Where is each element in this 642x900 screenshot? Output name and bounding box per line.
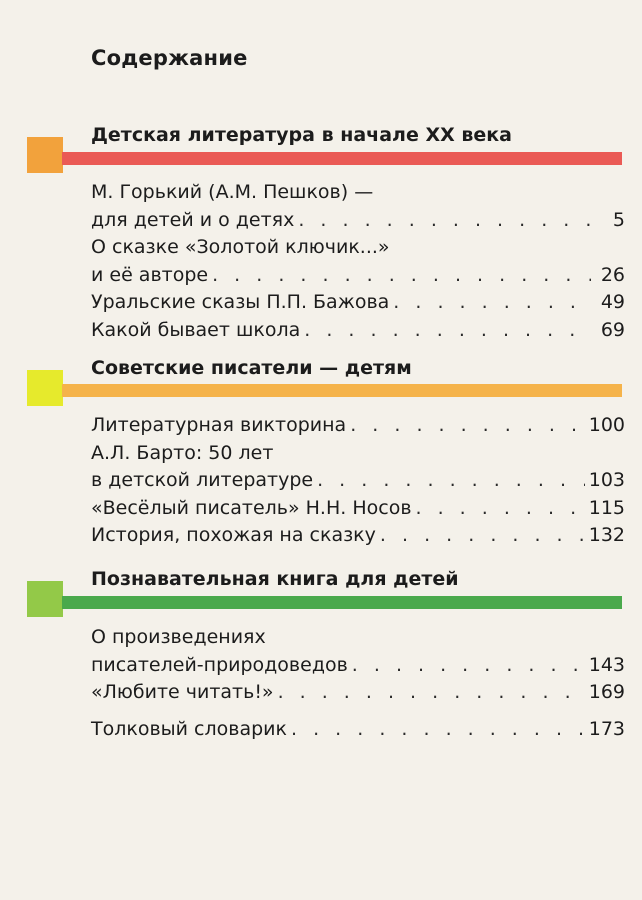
toc-entry[interactable] — [91, 264, 625, 292]
leader-dots — [352, 654, 585, 676]
section-1-color-square — [27, 137, 63, 173]
section-1-color-bar — [62, 152, 622, 165]
toc-entry[interactable] — [91, 414, 625, 442]
toc-entry[interactable] — [91, 524, 625, 552]
toc-entry[interactable] — [91, 626, 625, 654]
toc-entry-title: О сказке «Золотой ключик...» — [91, 236, 390, 258]
leader-dots — [350, 414, 585, 436]
toc-entry-page: 100 — [588, 414, 625, 436]
toc-entry-title: О произведениях — [91, 626, 266, 648]
toc-entry[interactable] — [91, 469, 625, 497]
toc-entry-title: в детской литературе — [91, 469, 314, 491]
section-3-heading: Познавательная книга для детей — [91, 568, 459, 590]
toc-entry[interactable] — [91, 209, 625, 237]
toc-entry[interactable] — [91, 319, 625, 347]
toc-entry-page: 132 — [588, 524, 625, 546]
leader-dots — [212, 264, 591, 286]
toc-entry-page: 103 — [588, 469, 625, 491]
leader-dots — [278, 681, 585, 703]
page-title: Содержание — [91, 46, 248, 70]
toc-entry-title: История, похожая на сказку — [91, 524, 376, 546]
leader-dots — [291, 718, 585, 740]
section-3-list — [91, 626, 625, 709]
toc-entry-page: 26 — [600, 263, 625, 286]
section-2-color-square — [27, 370, 63, 406]
leader-dots — [317, 469, 585, 491]
toc-entry-title: «Любите читать!» — [91, 681, 274, 703]
toc-entry[interactable] — [91, 236, 625, 264]
toc-entry[interactable] — [91, 181, 625, 209]
toc-entry-page: 143 — [588, 653, 625, 676]
toc-entry-title: Литературная викторина — [91, 414, 347, 436]
toc-entry-title: Толковый словарик — [91, 718, 288, 740]
toc-entry[interactable] — [91, 497, 625, 525]
section-1-list — [91, 181, 625, 346]
toc-entry-page: 115 — [588, 496, 625, 519]
toc-entry-title: писателей-природоведов — [91, 653, 348, 676]
leader-dots — [380, 524, 585, 546]
section-2-color-bar — [62, 384, 622, 397]
toc-entry[interactable] — [91, 654, 625, 682]
leader-dots — [298, 209, 591, 231]
toc-entry-page: 69 — [600, 318, 625, 341]
section-3-color-square — [27, 581, 63, 617]
toc-entry[interactable] — [91, 718, 625, 746]
toc-entry-title: М. Горький (А.М. Пешков) — — [91, 181, 374, 203]
toc-entry[interactable] — [91, 291, 625, 319]
toc-entry-title: и её авторе — [91, 263, 209, 286]
toc-entry-page: 173 — [588, 718, 625, 740]
section-1-heading: Детская литература в начале XX века — [91, 124, 513, 146]
toc-entry-title: Какой бывает школа — [91, 318, 301, 341]
section-2-heading: Советские писатели — детям — [91, 357, 412, 379]
toc-entry[interactable] — [91, 442, 625, 470]
toc-entry-page: 49 — [600, 291, 625, 313]
toc-entry-title: Уральские сказы П.П. Бажова — [91, 291, 390, 313]
section-2-list — [91, 414, 625, 552]
toc-entry-page: 169 — [588, 681, 625, 703]
toc-entry-title: «Весёлый писатель» Н.Н. Носов — [91, 496, 412, 519]
toc-entry-title: А.Л. Барто: 50 лет — [91, 441, 274, 464]
toc-entry[interactable] — [91, 681, 625, 709]
glossary-entry-block — [91, 718, 625, 746]
toc-entry-title: для детей и о детях — [91, 208, 295, 231]
leader-dots — [393, 291, 591, 313]
toc-entry-page: 5 — [612, 208, 625, 231]
leader-dots — [304, 319, 591, 341]
section-3-color-bar — [62, 596, 622, 609]
leader-dots — [416, 497, 585, 519]
